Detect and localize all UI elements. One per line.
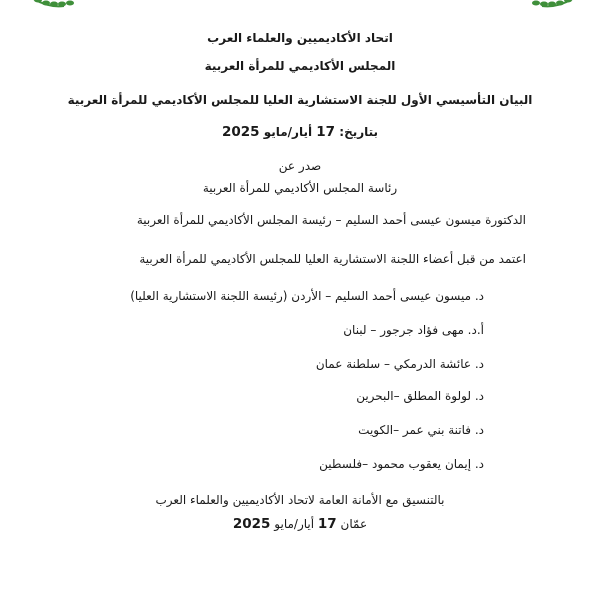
footer-date-day: 17	[317, 516, 337, 532]
issuer: رئاسة المجلس الأكاديمي للمرأة العربية	[202, 181, 398, 195]
date-month: أيار/مايو	[263, 125, 313, 139]
date-day: 17	[316, 124, 336, 140]
member-item: د. عائشة الدرمكي – سلطنة عمان	[315, 357, 484, 371]
laurel-logo-left-icon	[28, 0, 98, 12]
member-item: د. ميسون عيسى أحمد السليم – الأردن (رئيسة اللجنة الاستشارية العليا)	[130, 289, 484, 303]
date-year: 2025	[221, 124, 260, 140]
member-item: د. إيمان يعقوب محمود –فلسطين	[319, 457, 484, 471]
issued-from: صدر عن	[278, 159, 322, 173]
member-item: أ.د. مهى فؤاد جرجور – لبنان	[343, 323, 484, 337]
member-item: د. لولوة المطلق –البحرين	[356, 389, 484, 403]
member-item: د. فاتنة بني عمر –الكويت	[358, 423, 484, 437]
coordination-line: بالتنسيق مع الأمانة العامة لاتحاد الأكاديميين والعلماء العرب	[155, 493, 445, 507]
footer-place-date	[0, 516, 600, 532]
statement-title: البيان التأسيسي الأول للجنة الاستشارية العليا للمجلس الأكاديمي للمرأة العربية	[67, 93, 533, 107]
footer-date-year: 2025	[232, 516, 271, 532]
footer-place: عمّان	[340, 517, 368, 531]
union-name: اتحاد الأكاديميين والعلماء العرب	[207, 31, 393, 45]
president-line: الدكتورة ميسون عيسى أحمد السليم – رئيسة المجلس الأكاديمي للمرأة العربية	[136, 213, 526, 227]
date-prefix: بتاريخ:	[339, 125, 379, 139]
council-name: المجلس الأكاديمي للمرأة العربية	[204, 59, 396, 73]
footer-date-month: أيار/مايو	[274, 517, 315, 531]
approval-line: اعتمد من قبل أعضاء اللجنة الاستشارية العليا للمجلس الأكاديمي للمرأة العربية	[139, 252, 526, 266]
laurel-logo-right-icon	[508, 0, 578, 12]
statement-date	[0, 124, 600, 140]
